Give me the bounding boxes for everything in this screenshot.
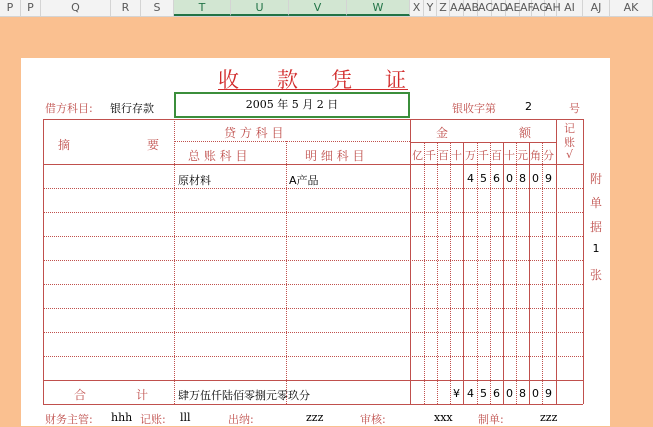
unit-label: 千 [425, 149, 436, 162]
unit-label: 十 [504, 149, 515, 162]
voucher-title-char: 证 [385, 68, 406, 92]
credit-account-header: 贷 方 科 目 [224, 126, 284, 140]
row-line [43, 332, 583, 333]
row-line [43, 308, 583, 309]
col-header[interactable]: AJ [583, 0, 610, 16]
general-ledger-header: 总 账 科 目 [188, 149, 248, 163]
row-line [43, 284, 583, 285]
amount-header-a: 金 [436, 126, 449, 140]
column-line [174, 119, 175, 404]
attachment-char: 附 [589, 172, 602, 186]
cashier-label: 出纳: [228, 413, 254, 426]
debit-account-label: 借方科目: [45, 102, 93, 115]
unit-label: 百 [438, 149, 449, 162]
total-digit: 9 [545, 387, 552, 400]
unit-label: 十 [451, 149, 462, 162]
general-ledger-cell[interactable]: 原材料 [178, 174, 211, 187]
posted-header: √ [566, 148, 574, 161]
currency-symbol: ¥ [453, 387, 460, 400]
total-digit: 4 [467, 387, 474, 400]
amount-digit: 0 [506, 172, 513, 185]
col-header[interactable]: AB [464, 1, 480, 14]
voucher-title-char: 凭 [331, 68, 352, 92]
col-header[interactable]: AD [492, 1, 508, 14]
voucher-title-char: 收 [218, 68, 239, 92]
cashier-value[interactable]: zzz [306, 411, 324, 424]
date-cell-selected[interactable] [174, 92, 410, 118]
col-header[interactable]: AG [532, 1, 548, 14]
col-header[interactable]: Y [424, 0, 437, 16]
attachment-count[interactable]: 1 [592, 242, 600, 255]
amount-digit: 8 [519, 172, 526, 185]
col-header-selected[interactable]: W [347, 0, 410, 16]
total-digit: 5 [480, 387, 487, 400]
row-line [43, 260, 583, 261]
total-digit: 0 [532, 387, 539, 400]
bookkeeper-value[interactable]: lll [180, 411, 191, 424]
total-digit: 8 [519, 387, 526, 400]
col-header[interactable]: AE [506, 1, 521, 14]
column-line [286, 141, 287, 404]
col-header[interactable]: AI [557, 0, 583, 16]
col-header-selected[interactable]: V [289, 0, 347, 16]
total-label-b: 计 [136, 388, 149, 402]
attachment-char: 单 [589, 196, 602, 210]
unit-label: 万 [465, 149, 476, 162]
total-row-line [43, 380, 583, 381]
col-header[interactable]: P [21, 0, 41, 16]
digit-line [424, 142, 425, 404]
amount-digit: 5 [480, 172, 487, 185]
col-header[interactable]: Z [437, 0, 450, 16]
attachment-char: 张 [589, 268, 602, 282]
col-header[interactable]: AK [610, 0, 653, 16]
unit-label: 亿 [412, 149, 423, 162]
table-border-top [43, 119, 583, 120]
header-divider [174, 141, 410, 142]
voucher-word: 银收字第 [452, 102, 496, 115]
col-header[interactable]: P [0, 0, 21, 16]
table-border-bottom [43, 404, 583, 405]
table-border-right [583, 119, 584, 404]
bookkeeper-label: 记账: [140, 413, 166, 426]
col-header[interactable]: AF [520, 1, 534, 14]
voucher-number[interactable]: 2 [525, 100, 532, 113]
detail-account-header: 明 细 科 目 [305, 149, 365, 163]
column-header-bar [0, 0, 653, 17]
voucher-suffix: 号 [569, 102, 580, 115]
row-line [43, 356, 583, 357]
col-header[interactable]: X [410, 0, 424, 16]
unit-label: 百 [491, 149, 502, 162]
total-digit: 0 [506, 387, 513, 400]
unit-label: 千 [478, 149, 489, 162]
digit-line [437, 142, 438, 404]
unit-label: 元 [517, 149, 528, 162]
voucher-date: 2005 年 5 月 2 日 [245, 98, 339, 111]
col-header[interactable]: AH [545, 1, 561, 14]
amount-digit: 0 [532, 172, 539, 185]
preparer-label: 制单: [478, 413, 504, 426]
header-divider [410, 142, 556, 143]
unit-label: 角 [530, 149, 541, 162]
row-line [43, 212, 583, 213]
col-header-selected[interactable]: T [174, 0, 231, 16]
amount-digit: 9 [545, 172, 552, 185]
total-amount-words[interactable]: 肆万伍仟陆佰零捌元零玖分 [178, 389, 310, 402]
col-header[interactable]: AA [450, 1, 466, 14]
preparer-value[interactable]: zzz [540, 411, 558, 424]
amount-digit: 6 [493, 172, 500, 185]
col-header[interactable]: S [141, 0, 174, 16]
amount-digit: 4 [467, 172, 474, 185]
total-digit: 6 [493, 387, 500, 400]
amount-header-b: 额 [519, 126, 532, 140]
voucher-title-char: 款 [277, 68, 298, 92]
attachment-char: 据 [589, 220, 602, 234]
col-header-selected[interactable]: U [231, 0, 289, 16]
title-underline [218, 89, 408, 90]
column-line [556, 119, 557, 404]
row-line [43, 236, 583, 237]
debit-account-value[interactable]: 银行存款 [110, 102, 154, 115]
header-bottom-line [43, 164, 583, 165]
posted-header: 账 [564, 136, 575, 149]
detail-account-cell[interactable]: A产品 [289, 174, 319, 187]
unit-label: 分 [543, 149, 554, 162]
chief-value[interactable]: hhh [111, 411, 133, 424]
posted-header: 记 [564, 122, 575, 135]
chief-label: 财务主管: [45, 413, 93, 426]
summary-header-b: 要 [147, 138, 160, 152]
summary-header-a: 摘 [58, 138, 71, 152]
table-border-left [43, 119, 44, 404]
total-label-a: 合 [74, 388, 87, 402]
row-line [43, 188, 583, 189]
digit-line [450, 142, 451, 404]
col-header[interactable]: Q [41, 0, 111, 16]
col-header[interactable]: R [111, 0, 141, 16]
col-header[interactable]: AC [478, 1, 494, 14]
auditor-label: 审核: [360, 413, 386, 426]
auditor-value[interactable]: xxx [434, 411, 453, 424]
